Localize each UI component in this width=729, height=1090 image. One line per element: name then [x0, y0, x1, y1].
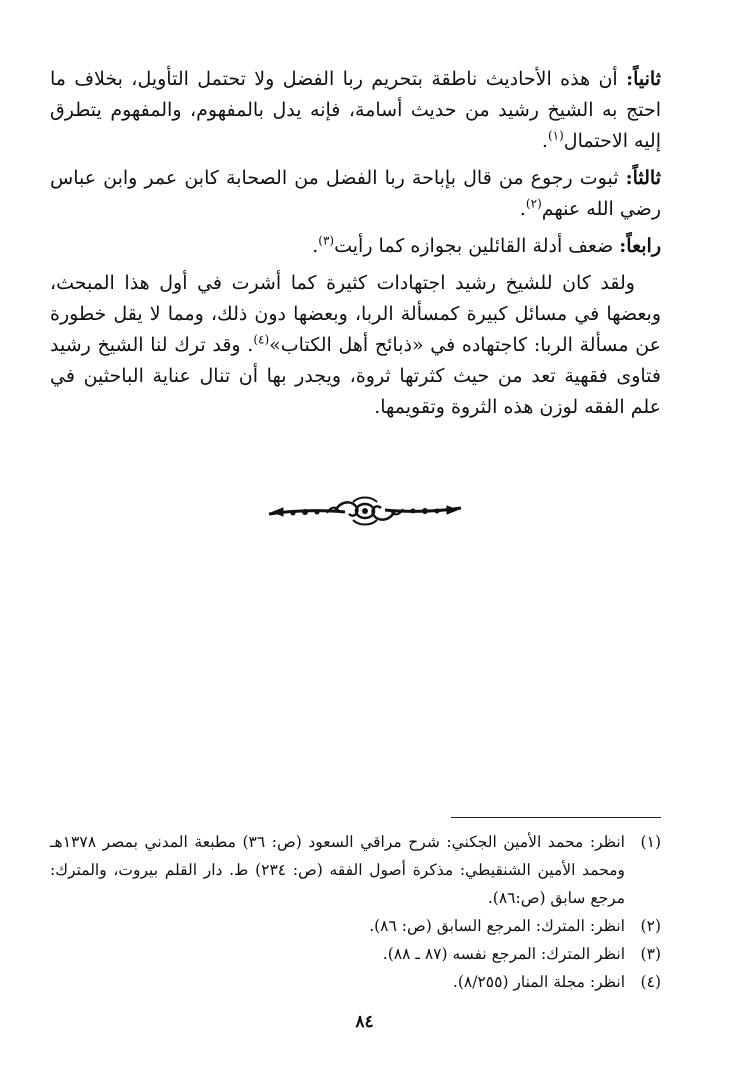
footnote-item: [50, 940, 661, 968]
decorative-divider-icon: [265, 492, 465, 528]
paragraph-body: أن هذه الأحاديث ناطقة بتحريم ربا الفضل ولا تحتمل التأويل، بخلاف ما احتج به الشيخ رشيد من حديث أسامة، فإنه يدل بالمفهوم، والمفهوم يتطرق إليه الاحتمال: [50, 68, 661, 152]
paragraph-thirdly: [50, 163, 661, 225]
footnote-item: [50, 968, 661, 996]
paragraph-tail: .: [541, 130, 548, 152]
footnotes: [50, 828, 661, 996]
paragraph-lead: رابعاً:: [619, 235, 661, 257]
footnote-text: انظر: مجلة المنار (٨/٢٥٥).: [452, 973, 625, 991]
paragraph-tail: . وقد ترك لنا الشيخ رشيد فتاوى فقهية تعد من حيث كثرتها ثروة، ويجدر بها أن تنال عناية الباحثين في علم الفقه لوزن هذه الثروة وتقويمها.: [50, 334, 661, 418]
footnote-marker[interactable]: (٣): [318, 233, 335, 248]
footnote-separator: [451, 817, 661, 818]
footnote-marker[interactable]: (٤): [253, 332, 270, 347]
paragraph-lead: ثانياً:: [626, 68, 661, 90]
main-text: [50, 64, 661, 429]
page-number: ٨٤: [355, 1012, 374, 1032]
footnote-number: (١): [640, 833, 661, 851]
paragraph-body: ثبوت رجوع من قال بإباحة ربا الفضل من الصحابة كابن عمر وابن عباس رضي الله عنهم: [50, 167, 661, 220]
footnote-marker[interactable]: (٢): [525, 196, 542, 211]
paragraph-secondly: [50, 64, 661, 157]
paragraph-tail: .: [519, 198, 526, 220]
footnote-text: انظر المترك: المرجع نفسه (٨٧ ـ ٨٨).: [382, 945, 625, 963]
paragraph-body: ولقد كان للشيخ رشيد اجتهادات كثيرة كما أشرت في أول هذا المبحث، وبعضها في مسائل كبيرة كمسألة الربا، وبعضها دون ذلك، ومما لا يقل خطورة عن مسألة الربا: كاجتهاده في «ذبائح أهل الكتاب»: [50, 272, 661, 356]
paragraph-closing: [50, 268, 661, 423]
paragraph-lead: ثالثاً:: [625, 167, 661, 189]
paragraph-fourthly: [50, 231, 661, 262]
paragraph-tail: .: [312, 235, 319, 257]
footnote-number: (٤): [640, 973, 661, 991]
footnote-number: (٢): [640, 917, 661, 935]
footnote-item: [50, 912, 661, 940]
footnote-item: [50, 828, 661, 912]
footnote-text: انظر: محمد الأمين الجكني: شرح مراقي السعود (ص: ٣٦) مطبعة المدني بمصر ١٣٧٨هـ ومحمد الأمين الشنقيطي: مذكرة أصول الفقه (ص: ٢٣٤) ط. دار القلم بيروت، والمترك: مرجع سابق (ص:٨٦).: [50, 833, 625, 907]
paragraph-body: ضعف أدلة القائلين بجوازه كما رأيت: [334, 235, 620, 257]
footnote-number: (٣): [640, 945, 661, 963]
footnote-text: انظر: المترك: المرجع السابق (ص: ٨٦).: [369, 917, 625, 935]
decorative-divider: [0, 492, 729, 532]
footnote-marker[interactable]: (١): [547, 128, 564, 143]
